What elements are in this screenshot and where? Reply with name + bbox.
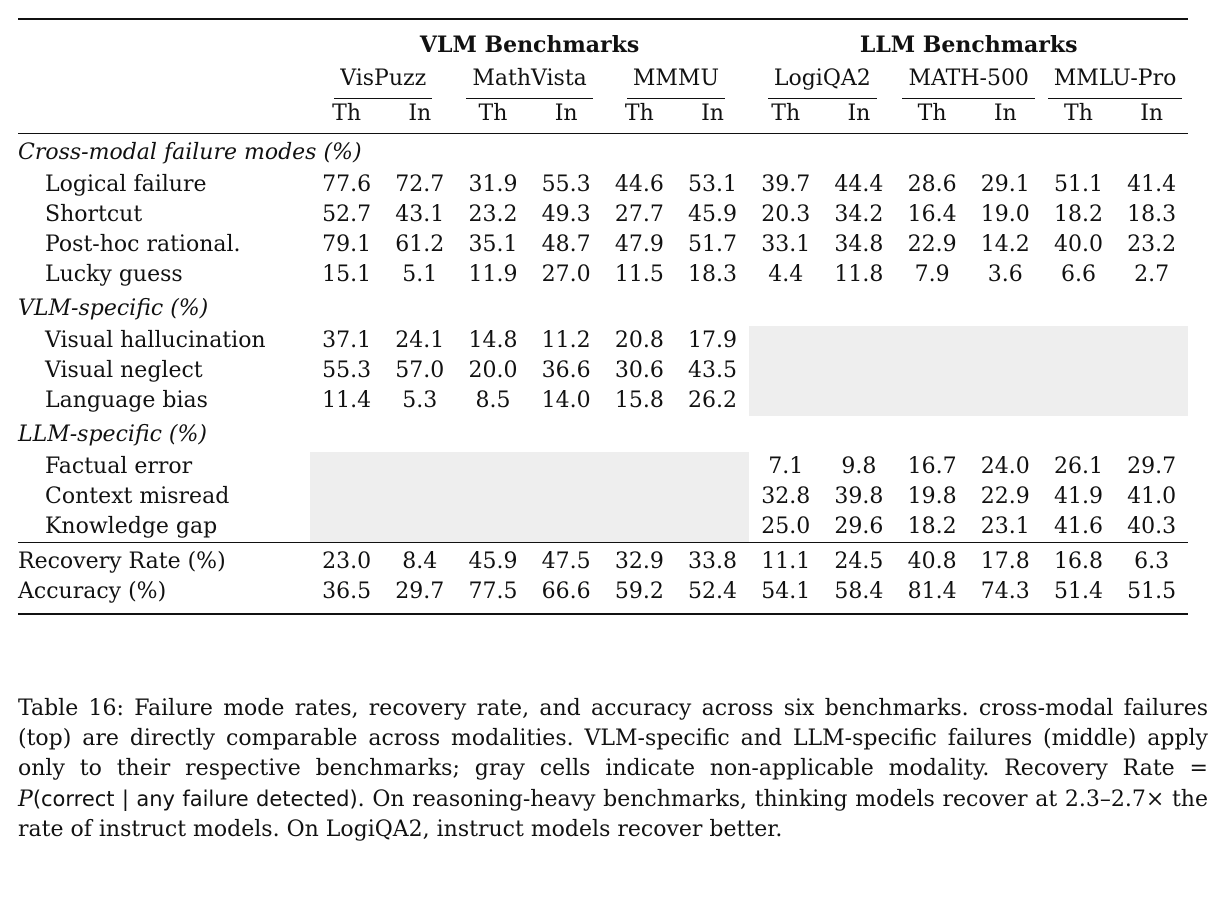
benchmark-header: MATH-500: [902, 64, 1035, 99]
section-header-row: [18, 290, 1188, 326]
subcol-header: Th: [896, 99, 969, 134]
caption-text-part1: Table 16: Failure mode rates, recovery rate, and accuracy across six benchmarks. cross-modal failures (top) are directly comparable across modalities. VLM-specific and LLM-specific failures (middle) apply only to their respective benchmarks; gray cells indicate non-applicable modality. Recovery Rate =: [18, 696, 1208, 781]
value-cell: 43.1: [395, 202, 445, 227]
gray-cell: [456, 482, 529, 512]
subcol-header: Th: [603, 99, 676, 134]
group-llm-header: LLM Benchmarks: [859, 32, 1078, 58]
value-cell: 40.0: [1053, 232, 1103, 257]
value-cell: 23.1: [980, 514, 1030, 539]
value-cell: 72.7: [395, 172, 445, 197]
value-cell: 57.0: [395, 358, 445, 383]
row-label: Shortcut: [45, 202, 143, 227]
value-cell: 40.3: [1127, 514, 1177, 539]
value-cell: 30.6: [614, 358, 664, 383]
value-cell: 17.9: [688, 328, 738, 353]
subcol-header: In: [676, 99, 749, 134]
gray-cell: [969, 386, 1042, 416]
value-cell: 66.6: [541, 579, 591, 604]
row-label: Factual error: [45, 454, 193, 479]
gray-cell: [749, 386, 822, 416]
value-cell: 24.0: [980, 454, 1030, 479]
table-row: [18, 482, 1188, 512]
row-label: Post-hoc rational.: [45, 232, 241, 257]
benchmark-header-row: [18, 64, 1188, 99]
caption-formula-arg: (correct | any failure detected): [32, 787, 358, 811]
value-cell: 23.2: [1127, 232, 1177, 257]
value-cell: 11.1: [761, 549, 811, 574]
subcol-header: In: [530, 99, 603, 134]
section-header-row: [18, 134, 1188, 171]
row-label: Visual hallucination: [45, 328, 266, 353]
benchmark-header: MMMU: [627, 64, 725, 99]
section-title: VLM-specific (%): [18, 296, 209, 321]
value-cell: 31.9: [468, 172, 518, 197]
value-cell: 15.1: [322, 262, 372, 287]
value-cell: 61.2: [395, 232, 445, 257]
section-title: LLM-specific (%): [18, 422, 207, 447]
value-cell: 16.7: [907, 454, 957, 479]
summary-row: [18, 577, 1188, 607]
gray-cell: [1042, 386, 1115, 416]
gray-cell: [603, 452, 676, 482]
value-cell: 8.4: [402, 549, 438, 574]
table-row: [18, 200, 1188, 230]
value-cell: 16.8: [1053, 549, 1103, 574]
gray-cell: [896, 356, 969, 386]
value-cell: 2.7: [1134, 262, 1170, 287]
top-rule: [18, 19, 1188, 26]
gray-cell: [530, 452, 603, 482]
subcol-header: Th: [749, 99, 822, 134]
value-cell: 24.5: [834, 549, 884, 574]
value-cell: 20.8: [614, 328, 664, 353]
subcol-header: Th: [456, 99, 529, 134]
value-cell: 29.7: [1127, 454, 1177, 479]
gray-cell: [822, 356, 895, 386]
value-cell: 3.6: [987, 262, 1023, 287]
benchmark-header: VisPuzz: [334, 64, 432, 99]
value-cell: 49.3: [541, 202, 591, 227]
section-header-row: [18, 416, 1188, 452]
value-cell: 44.6: [614, 172, 664, 197]
value-cell: 18.3: [688, 262, 738, 287]
value-cell: 77.5: [468, 579, 518, 604]
value-cell: 45.9: [468, 549, 518, 574]
value-cell: 14.2: [980, 232, 1030, 257]
row-label: Knowledge gap: [45, 514, 218, 539]
value-cell: 19.0: [980, 202, 1030, 227]
table-row: [18, 326, 1188, 356]
value-cell: 22.9: [907, 232, 957, 257]
value-cell: 11.8: [834, 262, 884, 287]
subcol-header: Th: [1042, 99, 1115, 134]
value-cell: 40.8: [907, 549, 957, 574]
value-cell: 6.3: [1134, 549, 1170, 574]
value-cell: 39.8: [834, 484, 884, 509]
caption-text-part2: . On reasoning-heavy benchmarks, thinking models recover at 2.3–2.7× the rate of instruct models. On LogiQA2, instruct models recover better.: [18, 787, 1208, 842]
gray-cell: [1115, 386, 1188, 416]
results-table: [18, 18, 1188, 615]
gray-cell: [1042, 356, 1115, 386]
value-cell: 11.2: [541, 328, 591, 353]
value-cell: 51.7: [688, 232, 738, 257]
value-cell: 27.0: [541, 262, 591, 287]
row-label: Language bias: [45, 388, 208, 413]
value-cell: 34.2: [834, 202, 884, 227]
value-cell: 59.2: [614, 579, 664, 604]
value-cell: 77.6: [322, 172, 372, 197]
gray-cell: [822, 326, 895, 356]
value-cell: 20.0: [468, 358, 518, 383]
gray-cell: [676, 482, 749, 512]
value-cell: 28.6: [907, 172, 957, 197]
value-cell: 16.4: [907, 202, 957, 227]
value-cell: 5.3: [402, 388, 438, 413]
value-cell: 24.1: [395, 328, 445, 353]
caption-formula-p: P: [18, 787, 33, 812]
value-cell: 51.5: [1127, 579, 1177, 604]
value-cell: 8.5: [475, 388, 511, 413]
value-cell: 55.3: [541, 172, 591, 197]
value-cell: 7.1: [768, 454, 804, 479]
value-cell: 11.9: [468, 262, 518, 287]
value-cell: 11.5: [614, 262, 664, 287]
gray-cell: [1115, 356, 1188, 386]
gray-cell: [749, 356, 822, 386]
benchmark-header: MathVista: [466, 64, 592, 99]
gray-cell: [676, 512, 749, 543]
bottom-rule: [18, 607, 1188, 614]
row-label: Context misread: [45, 484, 230, 509]
table-row: [18, 260, 1188, 290]
table-caption: [18, 694, 1208, 845]
gray-cell: [383, 452, 456, 482]
value-cell: 29.6: [834, 514, 884, 539]
value-cell: 33.8: [688, 549, 738, 574]
table-row: [18, 512, 1188, 543]
row-label: Lucky guess: [45, 262, 183, 287]
gray-cell: [603, 512, 676, 543]
value-cell: 48.7: [541, 232, 591, 257]
gray-cell: [383, 482, 456, 512]
value-cell: 9.8: [841, 454, 877, 479]
gray-cell: [456, 452, 529, 482]
group-vlm-header: VLM Benchmarks: [419, 32, 640, 58]
value-cell: 11.4: [322, 388, 372, 413]
gray-cell: [530, 482, 603, 512]
value-cell: 29.7: [395, 579, 445, 604]
table-body: [18, 134, 1188, 615]
value-cell: 18.2: [907, 514, 957, 539]
value-cell: 15.8: [614, 388, 664, 413]
value-cell: 58.4: [834, 579, 884, 604]
value-cell: 51.1: [1053, 172, 1103, 197]
value-cell: 43.5: [688, 358, 738, 383]
subcol-header: In: [822, 99, 895, 134]
subcol-header: In: [969, 99, 1042, 134]
value-cell: 35.1: [468, 232, 518, 257]
value-cell: 34.8: [834, 232, 884, 257]
value-cell: 14.0: [541, 388, 591, 413]
value-cell: 51.4: [1053, 579, 1103, 604]
value-cell: 36.5: [322, 579, 372, 604]
summary-row: [18, 547, 1188, 577]
value-cell: 17.8: [980, 549, 1030, 574]
subcolumn-header-row: [18, 99, 1188, 134]
value-cell: 18.2: [1053, 202, 1103, 227]
table-row: [18, 386, 1188, 416]
value-cell: 19.8: [907, 484, 957, 509]
value-cell: 37.1: [322, 328, 372, 353]
value-cell: 29.1: [980, 172, 1030, 197]
table-row: [18, 452, 1188, 482]
value-cell: 4.4: [768, 262, 804, 287]
section-title: Cross-modal failure modes (%): [18, 140, 362, 165]
value-cell: 14.8: [468, 328, 518, 353]
value-cell: 52.7: [322, 202, 372, 227]
gray-cell: [676, 452, 749, 482]
value-cell: 41.9: [1053, 484, 1103, 509]
value-cell: 23.2: [468, 202, 518, 227]
results-table-container: [18, 18, 1188, 615]
gray-cell: [749, 326, 822, 356]
value-cell: 47.5: [541, 549, 591, 574]
group-header-row: [18, 26, 1188, 64]
table-row: [18, 230, 1188, 260]
gray-cell: [310, 482, 383, 512]
value-cell: 54.1: [761, 579, 811, 604]
gray-cell: [456, 512, 529, 543]
value-cell: 18.3: [1127, 202, 1177, 227]
value-cell: 32.9: [614, 549, 664, 574]
subcol-header: In: [383, 99, 456, 134]
value-cell: 79.1: [322, 232, 372, 257]
row-label: Recovery Rate (%): [18, 549, 226, 574]
gray-cell: [969, 356, 1042, 386]
value-cell: 32.8: [761, 484, 811, 509]
table-row: [18, 170, 1188, 200]
row-label: Visual neglect: [45, 358, 203, 383]
row-label: Accuracy (%): [18, 579, 167, 604]
value-cell: 81.4: [907, 579, 957, 604]
row-label: Logical failure: [45, 172, 207, 197]
value-cell: 52.4: [688, 579, 738, 604]
subcol-header: In: [1115, 99, 1188, 134]
value-cell: 5.1: [402, 262, 438, 287]
value-cell: 23.0: [322, 549, 372, 574]
value-cell: 45.9: [688, 202, 738, 227]
value-cell: 41.0: [1127, 484, 1177, 509]
gray-cell: [896, 386, 969, 416]
value-cell: 7.9: [914, 262, 950, 287]
benchmark-header: MMLU-Pro: [1048, 64, 1183, 99]
gray-cell: [310, 452, 383, 482]
value-cell: 55.3: [322, 358, 372, 383]
value-cell: 74.3: [980, 579, 1030, 604]
gray-cell: [822, 386, 895, 416]
gray-cell: [969, 326, 1042, 356]
value-cell: 26.2: [688, 388, 738, 413]
value-cell: 20.3: [761, 202, 811, 227]
value-cell: 41.6: [1053, 514, 1103, 539]
benchmark-header: LogiQA2: [768, 64, 877, 99]
value-cell: 26.1: [1053, 454, 1103, 479]
value-cell: 22.9: [980, 484, 1030, 509]
subcol-header: Th: [310, 99, 383, 134]
gray-cell: [1115, 326, 1188, 356]
gray-cell: [310, 512, 383, 543]
gray-cell: [530, 512, 603, 543]
gray-cell: [1042, 326, 1115, 356]
value-cell: 6.6: [1060, 262, 1096, 287]
value-cell: 41.4: [1127, 172, 1177, 197]
value-cell: 47.9: [614, 232, 664, 257]
value-cell: 39.7: [761, 172, 811, 197]
gray-cell: [896, 326, 969, 356]
table-row: [18, 356, 1188, 386]
value-cell: 53.1: [688, 172, 738, 197]
value-cell: 44.4: [834, 172, 884, 197]
value-cell: 27.7: [614, 202, 664, 227]
gray-cell: [603, 482, 676, 512]
value-cell: 25.0: [761, 514, 811, 539]
value-cell: 36.6: [541, 358, 591, 383]
gray-cell: [383, 512, 456, 543]
value-cell: 33.1: [761, 232, 811, 257]
